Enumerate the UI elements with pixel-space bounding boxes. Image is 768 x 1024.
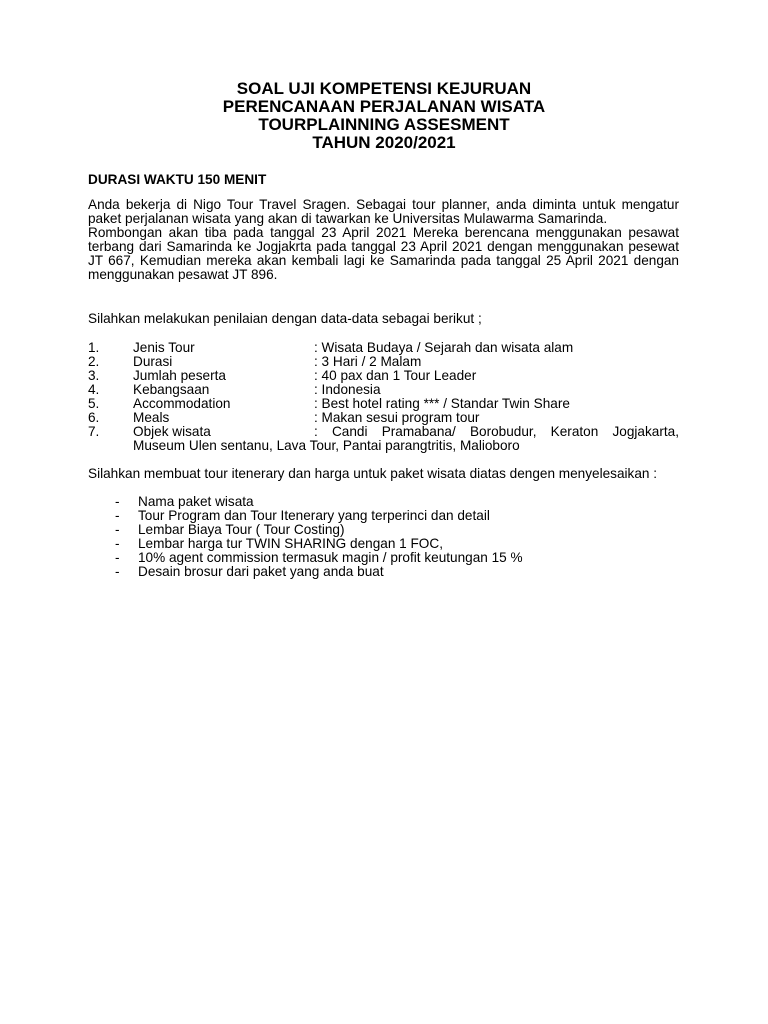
item-label: Durasi [133,354,173,369]
bullet-dash: - [115,494,120,509]
item-number: 1. [88,340,100,355]
item-label: Meals [133,410,170,425]
list-item [88,397,679,411]
item-value: : Best hotel rating *** / Standar Twin Share [314,396,570,411]
item-number: 4. [88,382,100,397]
bullet-dash: - [115,522,120,537]
intro-paragraph-1: Anda bekerja di Nigo Tour Travel Sragen. Sebagai tour planner, anda diminta untuk mengatur paket perjalanan wisata yang akan di tawarkan ke Universitas Mulawarma Samarinda. [88,197,679,226]
item-value-continuation: Museum Ulen sentanu, Lava Tour, Pantai parangtritis, Malioboro [133,438,520,453]
item-value: : 3 Hari / 2 Malam [314,354,422,369]
list-item [88,425,679,453]
duration-heading: DURASI WAKTU 150 MENIT [88,172,267,187]
title-line-1: SOAL UJI KOMPETENSI KEJURUAN [236,79,532,98]
assessment-lead-text: Silahkan melakukan penilaian dengan data-data sebagai berikut ; [88,311,482,326]
item-number: 6. [88,410,100,425]
bullet-dash: - [115,550,120,565]
task-instructions: Silahkan membuat tour itenerary dan harga untuk paket wisata diatas dengen menyelesaikan : [88,466,658,481]
title-line-4: TAHUN 2020/2021 [312,133,456,152]
intro-paragraph-2: Rombongan akan tiba pada tanggal 23 April 2021 Mereka berencana menggunakan pesawat terbang dari Samarinda ke Jogjakrta pada tanggal 23 April 2021 dengan menggunakan pesewat JT 667, Kemudian mereka akan kembali lagi ke Samarinda pada tanggal 25 April 2021 dengan menggunakan pesawat JT 896. [88,225,679,282]
item-value: : Indonesia [314,382,381,397]
item-label: Jumlah peserta [133,368,226,383]
title-line-2: PERENCANAAN PERJALANAN WISATA [222,97,546,116]
bullet-text: Nama paket wisata [138,494,254,509]
item-number: 5. [88,396,100,411]
item-label: Objek wisata [133,424,211,439]
title-line-3: TOURPLAINNING ASSESMENT [258,115,510,134]
item-label: Jenis Tour [133,340,195,355]
bullet-text: Lembar harga tur TWIN SHARING dengan 1 FOC, [138,536,443,551]
list-item [88,383,679,397]
list-item [88,355,679,369]
item-value: : 40 pax dan 1 Tour Leader [314,368,477,383]
item-number: 3. [88,368,100,383]
bullet-dash: - [115,508,120,523]
bullet-dash: - [115,536,120,551]
list-item [88,341,679,355]
intro-section [88,198,679,282]
item-number: 2. [88,354,100,369]
bullet-text: Tour Program dan Tour Itenerary yang terperinci dan detail [138,508,490,523]
item-value: : Makan sesui program tour [314,410,480,425]
item-label: Kebangsaan [133,382,210,397]
item-value: : Candi Pramabana/ Borobudur, Keraton Jogjakarta, [314,424,679,439]
bullet-text: Lembar Biaya Tour ( Tour Costing) [138,522,345,537]
list-item [88,369,679,383]
item-number: 7. [88,424,100,439]
document-title [0,80,768,152]
item-value: : Wisata Budaya / Sejarah dan wisata alam [314,340,574,355]
bullet-text: 10% agent commission termasuk magin / profit keutungan 15 % [138,550,523,565]
list-item [88,411,679,425]
tour-details-list [88,341,679,453]
item-label: Accommodation [133,396,231,411]
bullet-text: Desain brosur dari paket yang anda buat [138,564,384,579]
bullet-dash: - [115,564,120,579]
